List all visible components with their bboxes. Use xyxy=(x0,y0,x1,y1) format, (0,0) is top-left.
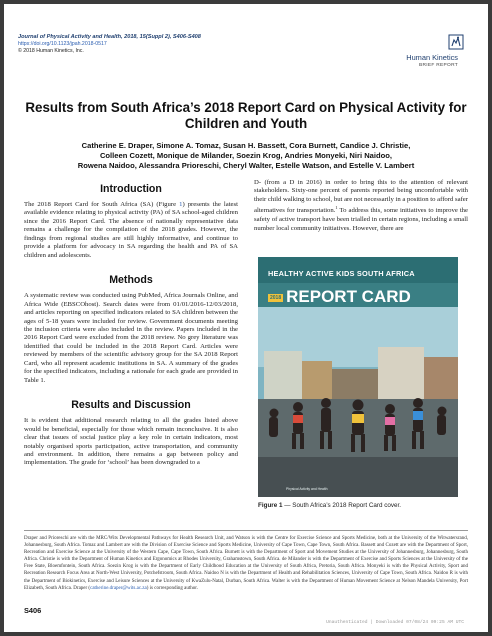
results-heading: Results and Discussion xyxy=(71,399,191,412)
year-badge: 2018 xyxy=(270,294,282,301)
building-shape xyxy=(424,357,458,399)
right-text: To address this, some initiatives to improve the safety of active transport have been trialled in certain regions, including a small number local community initiatives. However, there are xyxy=(254,207,468,232)
publisher-block xyxy=(406,53,458,69)
cover-kicker: HEALTHY ACTIVE KIDS SOUTH AFRICA xyxy=(268,269,415,278)
right-text: D- (from a D in 2016) in order to bring this to the attention of relevant stakeholders. Sixty-one percent of parents reported being uncomfortable with their child walking to school, but are not necessarily in a position to afford safer alternatives for transportation. xyxy=(254,179,469,215)
methods-heading: Methods xyxy=(109,274,153,287)
publisher-logo-icon xyxy=(448,34,464,50)
copyright-line: © 2018 Human Kinetics, Inc. xyxy=(18,48,84,54)
author-line: Catherine E. Draper, Simone A. Tomaz, Susan H. Bassett, Cora Burnett, Candice J. Christie, xyxy=(81,141,411,150)
cover-credit: Physical Activity and Health xyxy=(286,487,328,491)
article-type: BRIEF REPORT xyxy=(419,63,458,68)
report-card-cover-figure xyxy=(258,257,458,497)
publisher-name: Human Kinetics xyxy=(406,53,458,62)
footnote-divider xyxy=(24,530,468,531)
figure-reference-link[interactable]: 1 xyxy=(179,201,183,208)
footnote-text: ) is corresponding author. xyxy=(146,585,198,591)
download-watermark: Unauthenticated | Downloaded 07/08/24 09:25 AM UTC xyxy=(326,620,464,625)
introduction-heading: Introduction xyxy=(100,183,162,195)
author-list xyxy=(24,141,468,172)
page-number: S406 xyxy=(24,606,42,615)
figure-caption xyxy=(258,502,468,509)
journal-header xyxy=(18,34,298,55)
building-shape xyxy=(378,347,424,399)
introduction-paragraph xyxy=(24,201,238,260)
cover-headline-block xyxy=(268,287,411,307)
intro-text: The 2018 Report Card for South Africa (SA) (Figure xyxy=(24,201,180,208)
author-line: Colleen Cozett, Monique de Milander, Soezin Krog, Andries Monyeki, Niri Naidoo, xyxy=(99,151,393,161)
methods-paragraph: A systematic review was conducted using PubMed, Africa Journals Online, and Africa Wide (EBSCOhost). Search dates were from 01/01/2016-12/03/2018, and articles reporting on specified indicators related to SA children between the ages of 5-18 years were included for review. Government documents meeting the inclusion criteria were also included in the review. Papers included in the 2016 Report Card were excluded from the 2018 review. No grey literature was identified that could be included in the 2018 Report Card. Articles were reviewed by members of the scientific advisory group for the SA 2018 Report Card, who all represent academic institutions in SA. A summary of the grades for the specified indicators, including a rationale for each grade are provided in Table 1. xyxy=(24,292,238,384)
results-continued-paragraph xyxy=(254,179,468,233)
cover-photo-illustration xyxy=(258,307,458,497)
caption-text: — South Africa’s 2018 Report Card cover. xyxy=(282,502,402,509)
article-page xyxy=(4,4,488,632)
building-shape xyxy=(302,361,332,399)
affiliation-footnote xyxy=(24,535,468,592)
intro-text: ) presents the latest available evidence relating to physical activity (PA) of SA school-aged children since the 2016 Report Card. The absence of nationally representative data remains a challenge for the compilation of the 2018 grades. However, the findings from regional studies are still highly informative, and continue to provide a platform for advocacy in SA regarding the health and PA of SA children and adolescents. xyxy=(24,201,238,259)
footnote-text: Draper and Prioreschi are with the MRC/Wits Developmental Pathways for Health Research Unit, and Watson is with the Centre for Exercise Science and Sports Medicine, both at the University of the Witwatersrand, Johannesburg, South Africa. Tomaz and Lambert are with the Division of Exercise Science and Sports Medicine, University of Cape Town, Cape Town, South Africa. Bassett and Cozett are with the Department of Sport, Recreation and Exercise Science at the University of the Western Cape, Cape Town, South Africa. Burnett is with the Department of Sport and Movement Studies at the University of Johannesburg, Johannesburg, South Africa. Christie is with the Department of Human Kinetics and Ergonomics at Rhodes University, Grahamstown, South Africa. de Milander is with the Department of Exercise and Sports Sciences at the University of the Free State, Bloemfontein, South Africa. Soezin Krog is with the Department of Early Childhood Education at the University of South Africa, Pretoria, South Africa. Monyeki is with the Physical Activity, Sport and Recreation Research Focus Area at North-West University, Potchefstroom, South Africa. Naidoo N is with the Department of Health and Rehabilitation Sciences, University of Cape Town, South Africa. Naidoo R is with the Department of Biokinetics, Exercise and Leisure Sciences at the University of KwaZulu-Natal, Durban, South Africa. Walter is with the Department of Human Movement Science at Nelson Mandela University, Port Elizabeth, South Africa. Draper ( xyxy=(24,536,468,591)
doi-link[interactable]: https://doi.org/10.1123/jpah.2018-0517 xyxy=(18,41,107,47)
caption-label: Figure 1 xyxy=(258,502,283,509)
left-column xyxy=(24,179,238,468)
corresponding-email-link[interactable]: catherine.draper@wits.ac.za xyxy=(90,585,147,591)
article-title: Results from South Africa’s 2018 Report Card on Physical Activity for Children and Youth xyxy=(25,100,467,131)
building-shape xyxy=(264,351,302,399)
right-column xyxy=(254,179,468,233)
cover-headline: REPORT CARD xyxy=(286,287,411,306)
results-paragraph: It is evident that additional research relating to all the grades listed above would be beneficial, especially for those which remain inconclusive. It is also clear that issues of social justice play a key role in certain indicators, most notably organised sports participation, active transportation, and community and environment. In addition, there remains a gap between policy and implementation. The grade for ‘school’ has been downgraded to a xyxy=(24,417,238,467)
building-shape xyxy=(332,369,378,399)
author-line: Rowena Naidoo, Alessandra Prioreschi, Cheryl Walter, Estelle Watson, and Estelle V. Lambert xyxy=(77,161,415,171)
citation-superscript[interactable]: 1 xyxy=(335,205,338,211)
journal-citation: Journal of Physical Activity and Health, 2018, 15(Suppl 2), S406-S408 xyxy=(18,34,201,40)
